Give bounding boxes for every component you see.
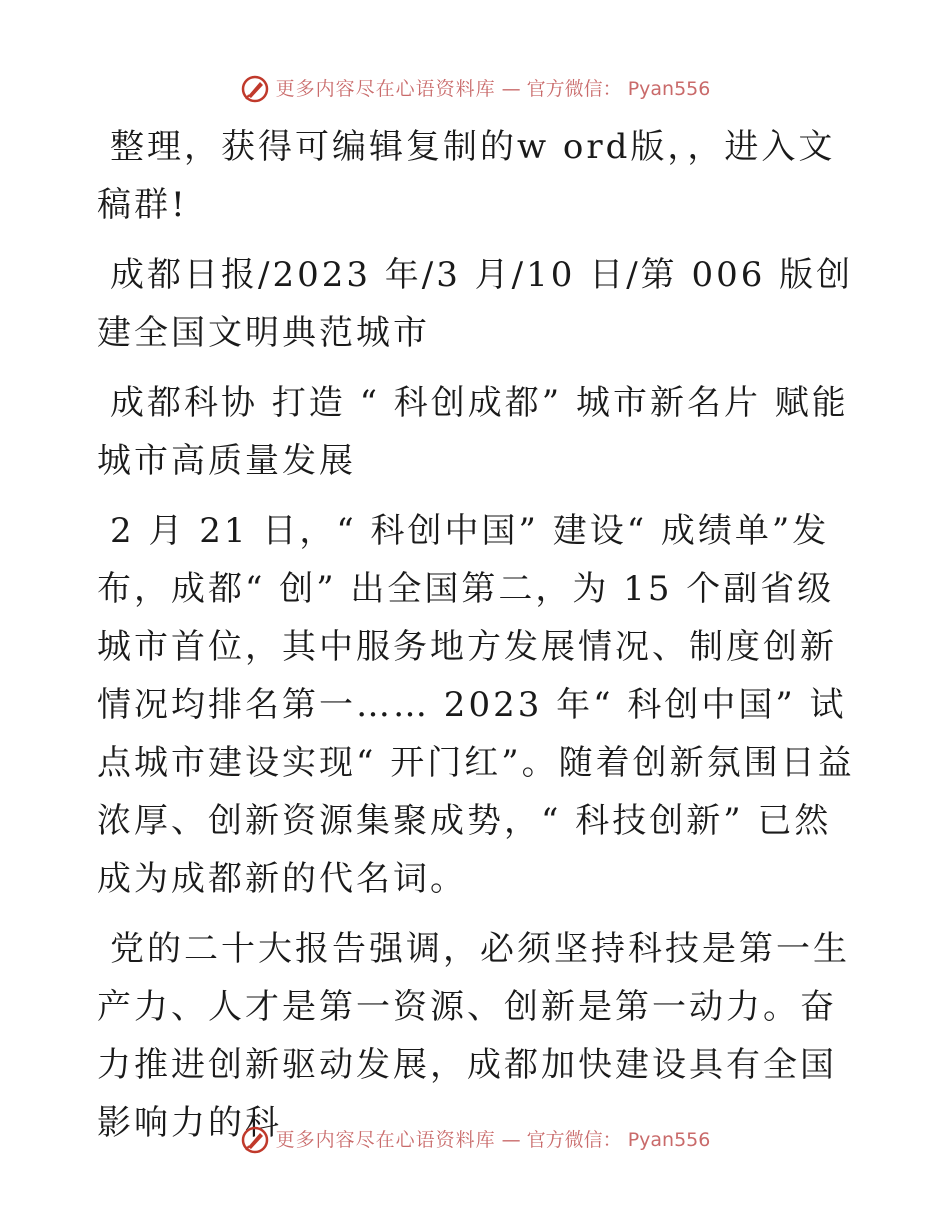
watermark-footer: [0, 1125, 950, 1155]
watermark-dash: —: [501, 78, 521, 100]
watermark-brand: 更多内容尽在心语资料库: [275, 1129, 496, 1151]
paragraph-headline: 成都科协 打造 “ 科创成都” 城市新名片 赋能城市高质量发展: [97, 383, 849, 481]
watermark-dash: —: [501, 1129, 521, 1151]
paragraph-report: 党的二十大报告强调，必须坚持科技是第一生产力、人才是第一资源、创新是第一动力。奋力推进创新驱动发展，成都加快建设具有全国影响力的科: [97, 929, 850, 1143]
document-body: [97, 118, 857, 1152]
watermark-brand: 更多内容尽在心语资料库: [275, 78, 496, 100]
quill-logo-icon: [240, 1125, 270, 1155]
watermark-header: [0, 74, 950, 104]
quill-logo-icon: [240, 74, 270, 104]
watermark-official-label: 官方微信：: [526, 1129, 622, 1151]
watermark-wechat-id: Pyan556: [627, 1129, 711, 1151]
watermark-official-label: 官方微信：: [526, 78, 622, 100]
paragraph-news: 2 月 21 日，“ 科创中国” 建设“ 成绩单”发布，成都“ 创” 出全国第二，为 15 个副省级城市首位，其中服务地方发展情况、制度创新情况均排名第一…… 2023 年“ 科创中国” 试点城市建设实现“ 开门红”。随着创新氛围日益浓厚、创新资源集聚成势，“ 科技创新” 已然成为成都新的代名词。: [97, 511, 855, 899]
paragraph-intro: 整理，获得可编辑复制的w ord版，，进入文稿群!: [97, 127, 836, 225]
paragraph-source: 成都日报/2023 年/3 月/10 日/第 006 版创建全国文明典范城市: [97, 255, 854, 353]
watermark-wechat-id: Pyan556: [627, 78, 711, 100]
